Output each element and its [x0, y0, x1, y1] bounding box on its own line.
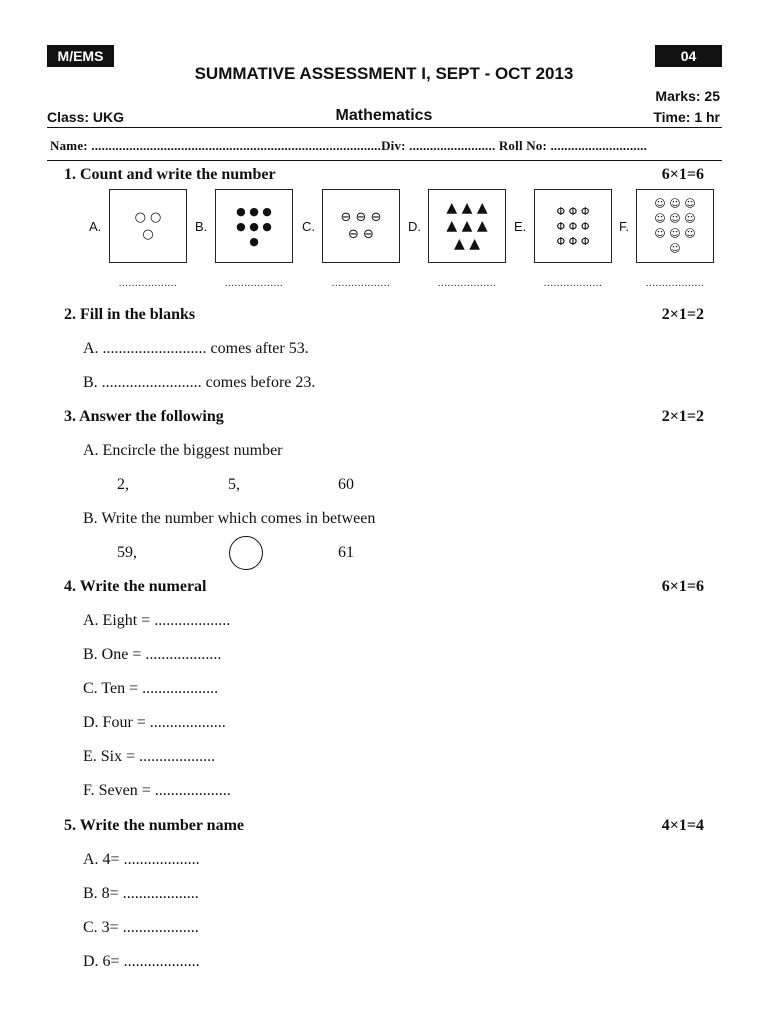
question-3-marks: 2×1=2	[661, 408, 704, 425]
numeral-item: A. Eight = ...................	[83, 612, 231, 629]
question-3b: B. Write the number which comes in between	[83, 510, 376, 527]
question-1-marks: 6×1=6	[661, 166, 704, 183]
circle-outline-icon: ○	[142, 227, 154, 242]
filled-dot-icon: ●	[249, 234, 259, 248]
class-label: Class: UKG	[47, 109, 125, 125]
number-name-item: B. 8= ...................	[83, 885, 199, 902]
answer-circle-icon[interactable]	[229, 536, 263, 570]
subject-title: Mathematics	[335, 107, 433, 124]
numeral-item: F. Seven = ...................	[83, 782, 231, 799]
count-box-label: F.	[619, 219, 630, 234]
question-3-heading: 3. Answer the following	[64, 408, 224, 425]
student-details-line: Name: ....................................................................................Div: ......................... Roll No: ............................	[50, 138, 648, 153]
count-box	[322, 189, 400, 263]
question-4-heading: 4. Write the numeral	[64, 578, 207, 595]
numeral-item: C. Ten = ...................	[83, 680, 219, 697]
count-box-label: E.	[514, 219, 527, 234]
number-name-item: C. 3= ...................	[83, 919, 199, 936]
question-5-heading: 5. Write the number name	[64, 817, 244, 834]
answer-blank[interactable]: ..................	[118, 277, 178, 289]
count-box	[215, 189, 293, 263]
count-box-label: B.	[195, 219, 208, 234]
triangle-icon: ▲ ▲ ▲	[446, 200, 488, 216]
smiley-icon: ☺ ☺ ☺	[654, 212, 696, 225]
minus-circle-icon: ⊖ ⊖ ⊖	[340, 210, 382, 225]
count-box	[109, 189, 187, 263]
question-4-marks: 6×1=6	[661, 578, 704, 595]
question-2-marks: 2×1=2	[661, 306, 704, 323]
question-2a: A. .......................... comes after 53.	[83, 340, 309, 357]
answer-blank[interactable]: ..................	[224, 277, 284, 289]
sequence-number: 59,	[117, 544, 137, 561]
phi-icon: Φ Φ Φ	[556, 204, 590, 218]
smiley-icon: ☺	[669, 242, 681, 255]
time-limit: Time: 1 hr	[653, 109, 720, 125]
phi-icon: Φ Φ Φ	[556, 219, 590, 233]
exam-title: SUMMATIVE ASSESSMENT I, SEPT - OCT 2013	[194, 64, 574, 83]
details-divider	[47, 160, 722, 161]
triangle-icon: ▲ ▲ ▲	[446, 218, 488, 234]
numeral-item: E. Six = ...................	[83, 748, 216, 765]
circle-outline-icon: ○ ○	[134, 210, 162, 225]
question-5-marks: 4×1=4	[661, 817, 704, 834]
filled-dot-icon: ● ● ●	[236, 219, 272, 233]
triangle-icon: ▲ ▲	[454, 236, 480, 252]
paper-code-badge: M/EMS	[47, 45, 114, 67]
question-2b: B. ......................... comes before 23.	[83, 374, 316, 391]
sequence-number: 61	[338, 544, 354, 561]
answer-blank[interactable]: ..................	[331, 277, 391, 289]
count-box	[534, 189, 612, 263]
number-choice: 2,	[117, 476, 129, 493]
count-box	[636, 189, 714, 263]
count-box-label: D.	[408, 219, 421, 234]
number-name-item: D. 6= ...................	[83, 953, 200, 970]
phi-icon: Φ Φ Φ	[556, 234, 590, 248]
smiley-icon: ☺ ☺ ☺	[654, 227, 696, 240]
total-marks: Marks: 25	[655, 88, 720, 104]
count-box	[428, 189, 506, 263]
page-number-badge: 04	[655, 45, 722, 67]
question-2-heading: 2. Fill in the blanks	[64, 306, 196, 323]
count-box-label: C.	[302, 219, 315, 234]
count-box-label: A.	[89, 219, 102, 234]
answer-blank[interactable]: ..................	[543, 277, 603, 289]
header-divider	[47, 127, 722, 128]
number-choice: 60	[338, 476, 354, 493]
question-1-heading: 1. Count and write the number	[64, 166, 276, 183]
answer-blank[interactable]: ..................	[645, 277, 705, 289]
numeral-item: B. One = ...................	[83, 646, 222, 663]
question-3a: A. Encircle the biggest number	[83, 442, 283, 459]
filled-dot-icon: ● ● ●	[236, 204, 272, 218]
answer-blank[interactable]: ..................	[437, 277, 497, 289]
numeral-item: D. Four = ...................	[83, 714, 226, 731]
smiley-icon: ☺ ☺ ☺	[654, 197, 696, 210]
number-choice: 5,	[228, 476, 240, 493]
number-name-item: A. 4= ...................	[83, 851, 200, 868]
minus-circle-icon: ⊖ ⊖	[348, 227, 374, 242]
